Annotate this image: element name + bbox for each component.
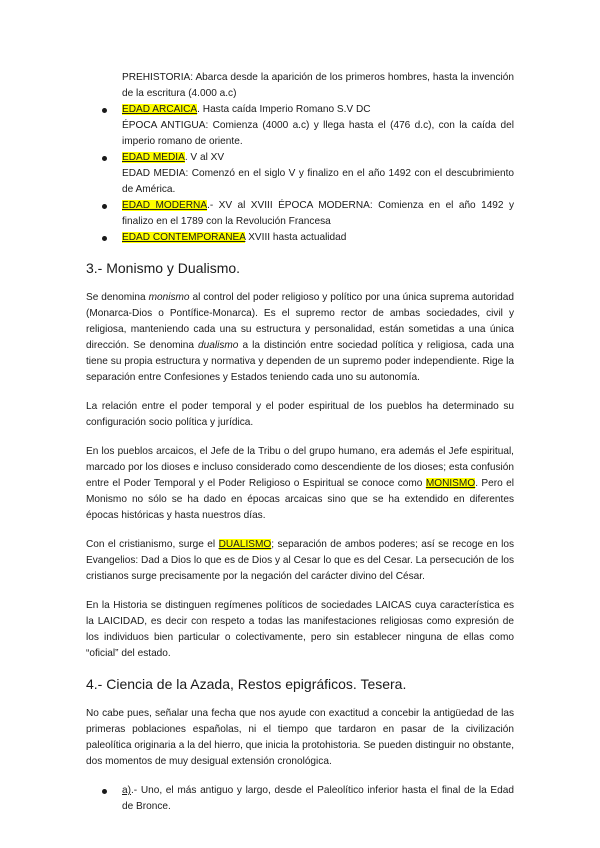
highlight-contemporanea: EDAD CONTEMPORANEA [122, 232, 246, 243]
arcaica-text: . Hasta caída Imperio Romano S.V DC [197, 104, 371, 115]
page-content [86, 70, 514, 815]
bullet-icon [102, 789, 107, 794]
text-run: Se denomina [86, 292, 149, 303]
section-3-paragraph-5: En la Historia se distinguen regímenes políticos de sociedades LAICAS cuya característica es la LAICIDAD, es decir con respeto a todas las manifestaciones religiosas como expresión de los individuos bien particular o colectivamente, pero sin establecer ninguna de ellas como “oficial” del estado. [86, 600, 514, 659]
term-monismo: monismo [148, 292, 190, 303]
list-item-moderna [86, 198, 514, 230]
list-item-media [86, 150, 514, 198]
section-4-paragraph-1: No cabe pues, señalar una fecha que nos ayude con exactitud a concebir la antigüedad de las primeras poblaciones españolas, ni el tiempo que tardaron en pasar de la civilización paleolítica originaria a la del hierro, que inicia la protohistoria. Se pueden distinguir no obstante, dos momentos de muy desigual extensión cronológica. [86, 708, 514, 767]
media-text: . V al XV [184, 152, 225, 163]
item-a-text: .- Uno, el más antiguo y largo, desde el Paleolítico inferior hasta el final de la Edad de Bronce. [122, 785, 514, 812]
antigua-text: ÉPOCA ANTIGUA: Comienza (4000 a.c) y llega hasta el (476 d.c), con la caída del imperio romano de oriente. [122, 120, 514, 147]
highlight-media: EDAD MEDIA [122, 152, 185, 163]
section-3-paragraph-2: La relación entre el poder temporal y el poder espiritual de los pueblos ha determinado su configuración socio política y jurídica. [86, 401, 514, 428]
text-run: al control del poder religioso y político por una única suprema autoridad (Monarca-Dios o Pontífice-Monarca). Es el supremo rector de ambas sociedades, civil y religiosa, manteniendo cada una su estructura y personalidad, están sometidas a una única dirección. Se denomina [86, 292, 514, 351]
term-dualismo: dualismo [198, 340, 239, 351]
list-item-a [86, 783, 514, 815]
bullet-icon [102, 108, 107, 113]
moderna-text: .- XV al XVIII ÉPOCA MODERNA: Comienza en el año 1492 y finalizo en el 1789 con la Revolución Francesa [122, 200, 514, 227]
media-desc-text: EDAD MEDIA: Comenzó en el siglo V y finalizo en el año 1492 con el descubrimiento de América. [122, 168, 514, 195]
section-3-heading: 3.- Monismo y Dualismo. [86, 260, 241, 276]
section-4-heading: 4.- Ciencia de la Azada, Restos epigráficos. Tesera. [86, 676, 407, 692]
list-item-contemporanea [86, 230, 514, 246]
highlight-moderna: EDAD MODERNA [122, 200, 208, 211]
highlight-dualismo: DUALISMO [218, 539, 272, 550]
bullet-icon [102, 156, 107, 161]
bullet-icon [102, 236, 107, 241]
list-item-arcaica [86, 102, 514, 150]
item-a-label: a) [122, 785, 131, 796]
text-run: ; separación de ambos poderes; así se recoge en los Evangelios: Dad a Dios lo que es de Dios y al Cesar lo que es del Cesar. La persecución de los cristianos surge precisamente por la negación del carácter divino del César. [86, 539, 514, 582]
text-run: Con el cristianismo, surge el [86, 539, 219, 550]
section-3-paragraph-1 [86, 290, 514, 386]
contemporanea-text: XVIII hasta actualidad [245, 232, 347, 243]
section-3-paragraph-3 [86, 444, 514, 524]
section-3-paragraph-4 [86, 537, 514, 585]
highlight-arcaica: EDAD ARCAICA [122, 104, 198, 115]
text-run: En los pueblos arcaicos, el Jefe de la Tribu o del grupo humano, era además el Jefe espiritual, marcado por los dioses e incluso considerado como descendiente de los dioses; esta confusión entre el Poder Temporal y el Poder Religioso o Espiritual se conoce como [86, 446, 514, 489]
bullet-icon [102, 204, 107, 209]
text-run: . Pero el Monismo no sólo se ha dado en épocas arcaicas sino que se ha extendido en diferentes épocas históricas y hasta nuestros días. [86, 478, 514, 521]
highlight-monismo: MONISMO [425, 478, 476, 489]
prehistoria-text: PREHISTORIA: Abarca desde la aparición de los primeros hombres, hasta la invención de la escritura (4.000 a.c) [122, 72, 514, 99]
text-run: a la distinción entre sociedad política y religiosa, cada una tiene su propia estructura y normativa y dependen de un supremo poder independiente. Rige la separación entre Confesiones y Estados teniendo cada uno su autonomía. [86, 340, 514, 383]
